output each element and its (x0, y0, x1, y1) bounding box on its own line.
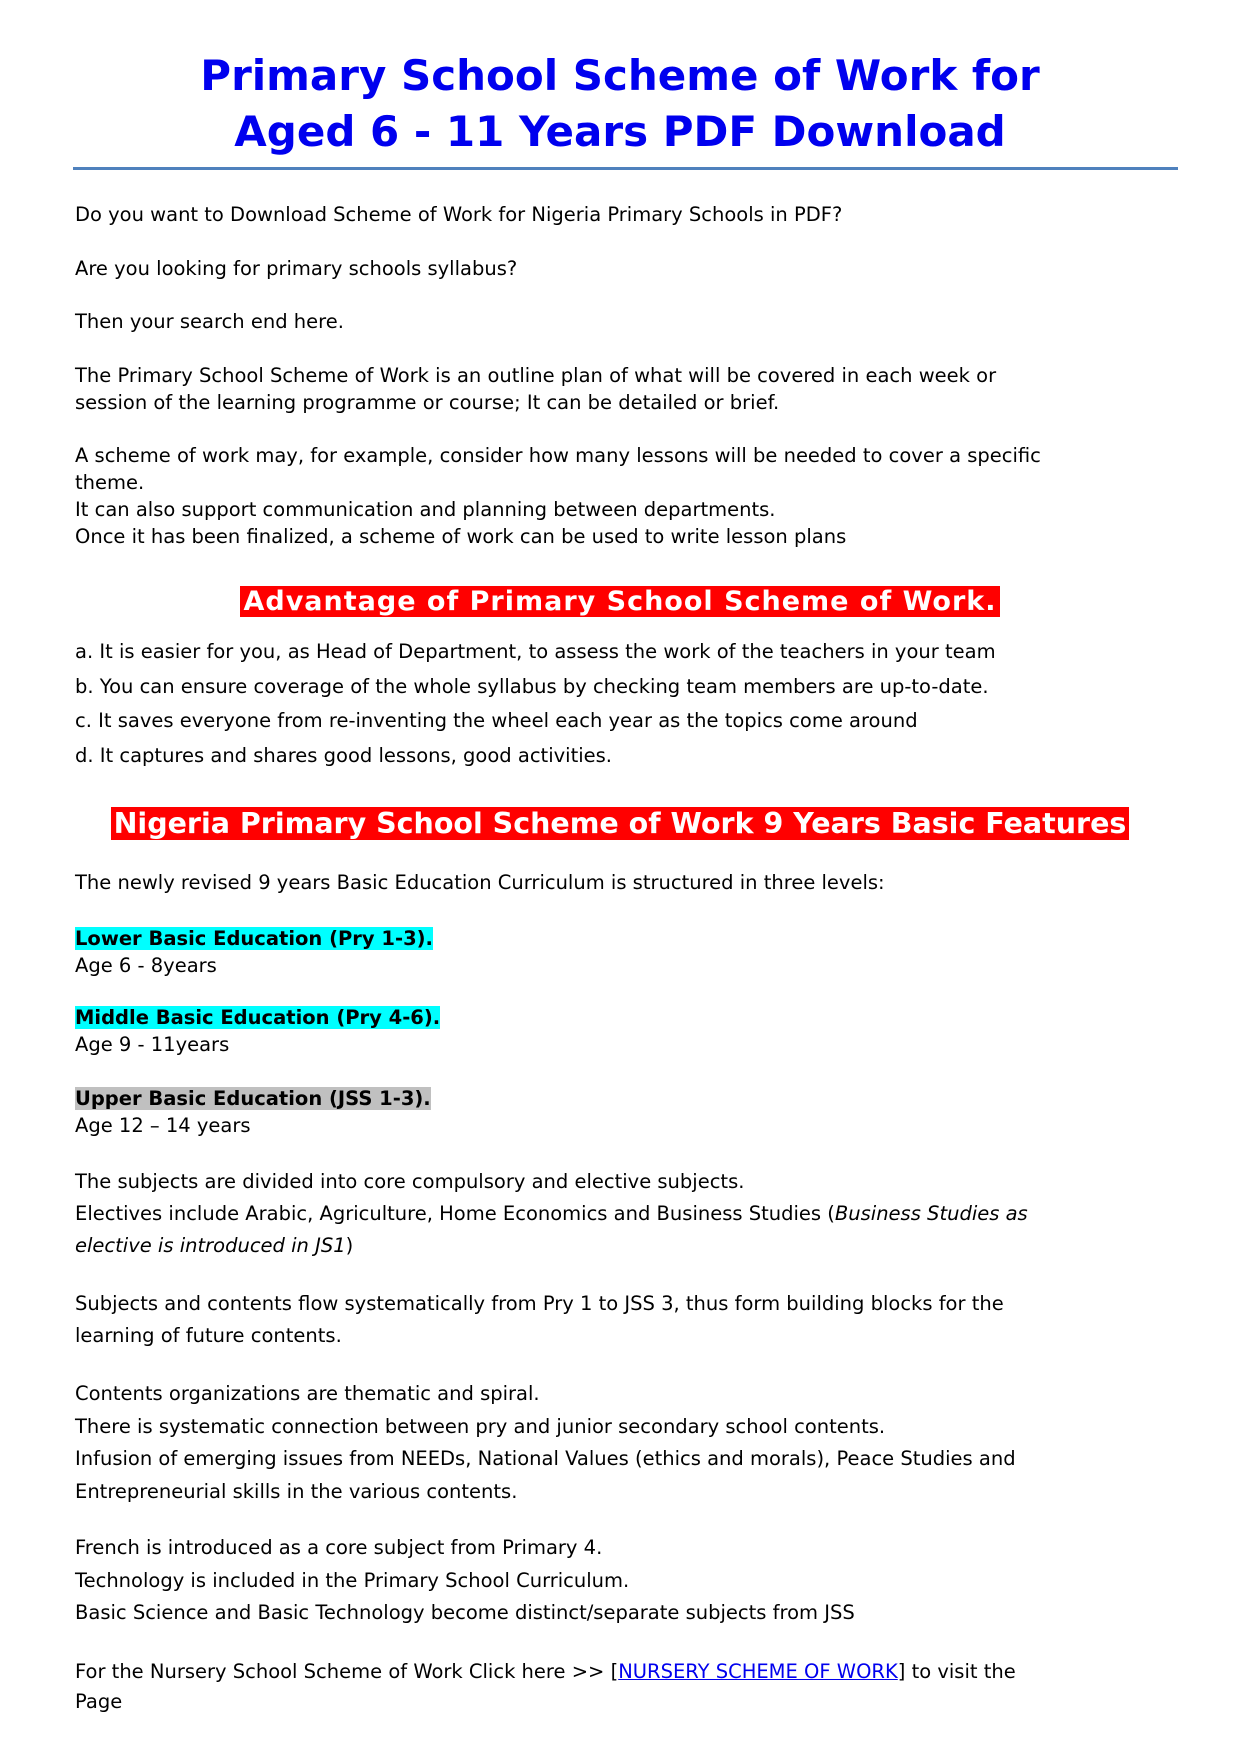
line: Subjects and contents flow systematically from Pry 1 to JSS 3, thus form building blocks for the (75, 1292, 1004, 1315)
line: A scheme of work may, for example, consider how many lessons will be needed to cover a specific (75, 444, 1041, 467)
paragraph (75, 1657, 1185, 1717)
paragraph (75, 1532, 1185, 1630)
section-heading (0, 586, 1240, 617)
level-name: Middle Basic Education (Pry 4-6). (75, 1006, 441, 1029)
list-item: b. You can ensure coverage of the whole syllabus by checking team members are up-to-date. (75, 674, 989, 698)
advantage-list (75, 635, 1185, 773)
line: Page (75, 1690, 123, 1713)
line: Entrepreneurial skills in the various contents. (75, 1479, 518, 1503)
level-age: Age 9 - 11years (75, 1033, 230, 1056)
paragraph: Do you want to Download Scheme of Work for Nigeria Primary Schools in PDF? (75, 203, 843, 226)
list-item: c. It saves everyone from re-inventing the wheel each year as the topics come around (75, 709, 918, 732)
level-block (75, 1004, 1185, 1058)
title-line: Primary School Scheme of Work for (200, 51, 1040, 100)
line: Technology is included in the Primary School Curriculum. (75, 1568, 630, 1592)
title-divider (73, 167, 1178, 170)
paragraph: Then your search end here. (75, 310, 344, 333)
line: ) (345, 1234, 354, 1257)
list-item: a. It is easier for you, as Head of Department, to assess the work of the teachers in your team (75, 640, 996, 663)
level-name: Upper Basic Education (JSS 1-3). (75, 1087, 431, 1110)
line: learning of future contents. (75, 1324, 342, 1347)
line: Basic Science and Basic Technology become distinct/separate subjects from JSS (75, 1601, 855, 1624)
level-block (75, 1085, 1185, 1139)
level-name: Lower Basic Education (Pry 1-3). (75, 927, 433, 950)
level-age: Age 12 – 14 years (75, 1114, 251, 1137)
heading-text: Nigeria Primary School Scheme of Work 9 Years Basic Features (111, 807, 1130, 840)
level-age: Age 6 - 8years (75, 954, 217, 977)
paragraph (75, 1166, 1185, 1262)
italic-text: Business Studies as (834, 1202, 1028, 1225)
paragraph (75, 1378, 1185, 1508)
heading-text: Advantage of Primary School Scheme of Work. (240, 586, 999, 617)
title-line: Aged 6 - 11 Years PDF Download (234, 107, 1006, 156)
line: Infusion of emerging issues from NEEDs, National Values (ethics and morals), Peace Studies and (75, 1447, 1016, 1470)
paragraph (75, 442, 1185, 550)
italic-text: elective is introduced in JS1 (75, 1234, 346, 1257)
paragraph: Are you looking for primary schools syllabus? (75, 257, 518, 280)
section-heading (0, 807, 1240, 840)
line: Electives include Arabic, Agriculture, Home Economics and Business Studies ( (75, 1202, 835, 1225)
paragraph (75, 362, 1185, 416)
line: It can also support communication and planning between departments. (75, 498, 776, 521)
line: For the Nursery School Scheme of Work Click here >> [ (75, 1660, 619, 1683)
paragraph (75, 1288, 1185, 1352)
level-block (75, 925, 1185, 979)
page-title (0, 48, 1240, 160)
line: The Primary School Scheme of Work is an outline plan of what will be covered in each week or (75, 364, 997, 387)
line: French is introduced as a core subject from Primary 4. (75, 1536, 603, 1559)
line: There is systematic connection between pry and junior secondary school contents. (75, 1414, 886, 1438)
line: theme. (75, 471, 145, 494)
line: The subjects are divided into core compulsory and elective subjects. (75, 1170, 745, 1193)
line: Once it has been finalized, a scheme of work can be used to write lesson plans (75, 525, 847, 548)
list-item: d. It captures and shares good lessons, good activities. (75, 743, 612, 767)
line: session of the learning programme or course; It can be detailed or brief. (75, 391, 780, 414)
paragraph: The newly revised 9 years Basic Education Curriculum is structured in three levels: (75, 871, 885, 894)
nursery-scheme-link[interactable]: NURSERY SCHEME OF WORK (618, 1660, 898, 1683)
line: ] to visit the (897, 1660, 1016, 1683)
line: Contents organizations are thematic and spiral. (75, 1382, 540, 1405)
